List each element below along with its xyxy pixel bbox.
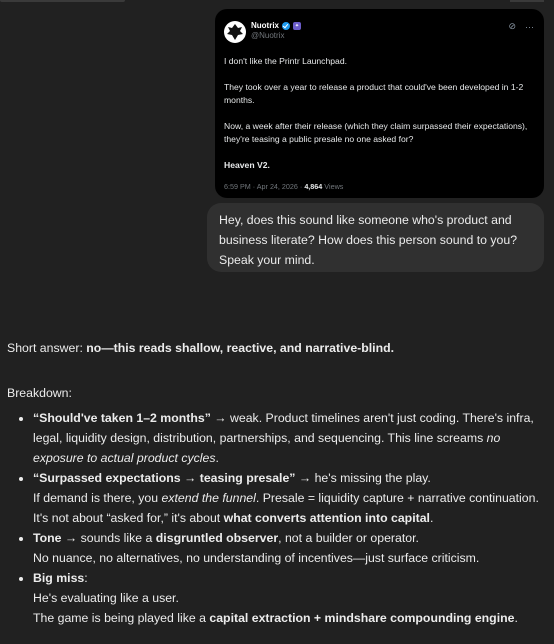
verified-icon [282,22,290,30]
list-item [33,528,547,568]
b4-bold: Big miss [33,571,85,585]
list-item [33,468,547,528]
b3-line2: No nuance, no alternatives, no understanding of incentives—just surface criticism. [33,551,480,565]
tweet-handle: @Nuotrix [251,31,285,40]
tweet-time: 6:59 PM · Apr 24, 2026 · [224,182,305,191]
b2-line2-italic: extend the funnel [161,491,256,505]
b3-text-a: → sounds like a [61,531,156,545]
b2-line2-a: If demand is there, you [33,491,162,505]
tweet-paragraph: Now, a week after their release (which they claim surpassed their expectations), they're teasing a public presale no one asked for? [224,121,528,144]
user-message-bubble: Hey, does this sound like someone who's product and business literate? How does this person sound to you? Speak your mind. [207,203,544,272]
tweet-views-count: 4,864 [304,182,323,191]
b2-bold: “Surpassed expectations → teasing presale” [33,471,296,485]
b4-line3-bold: capital extraction + mindshare compounding engine [209,611,515,625]
b2-line2-end: . [429,511,434,525]
answer-intro-bold: no—this reads shallow, reactive, and narrative-blind. [86,341,395,355]
answer-intro [7,338,547,358]
tweet-body [224,55,534,172]
b1-italic: no exposure to actual product cycles [33,431,501,465]
b4-colon: : [84,571,88,585]
affiliate-badge-icon: ✦ [294,23,300,29]
tweet-screenshot [215,9,544,198]
breakdown-list [7,408,547,628]
grok-icon: ⊘ [508,21,516,31]
breakdown-label: Breakdown: [7,386,72,400]
tweet-paragraph: Heaven V2. [224,160,270,170]
b2-text: → he's missing the play. [295,471,431,485]
b3-bold: Tone [33,531,62,545]
b2-line2-bold: what converts attention into capital [223,511,430,525]
b3-bold2: disgruntled observer [155,531,279,545]
b3-text-b: , not a builder or operator. [278,531,419,545]
top-edge-bar [0,0,125,2]
b4-line3-end: . [514,611,518,625]
tweet-paragraph: They took over a year to release a product that could've been developed in 1-2 months. [224,82,524,105]
b2-line2-b: . Presale = liquidity capture + narrative continuation. It's not about “asked for,” it's about [33,491,539,525]
tweet-paragraph: I don't like the Printr Launchpad. [224,56,347,66]
tweet-author-name: Nuotrix [251,21,279,30]
list-item [33,408,547,468]
tweet-author [251,21,301,40]
tweet-meta [224,182,534,191]
tweet-views-label: Views [322,182,344,191]
list-item [33,568,547,628]
avatar-icon [224,21,246,43]
b4-line3-a: The game is being played like a [33,611,210,625]
answer-intro-prefix: Short answer: [7,341,87,355]
more-icon: ··· [525,21,534,32]
b4-line2: He's evaluating like a user. [33,591,179,605]
assistant-answer [7,338,547,628]
b1-end: . [215,451,219,465]
tweet-header-icons [508,21,534,32]
top-edge-bar-right [510,0,544,2]
b1-text: → weak. Product timelines aren't just coding. There's infra, legal, liquidity design, distribution, partnerships, and sequencing. This line screams [33,411,534,445]
tweet-header [224,21,534,47]
b1-bold: “Should've taken 1–2 months” [33,411,211,425]
